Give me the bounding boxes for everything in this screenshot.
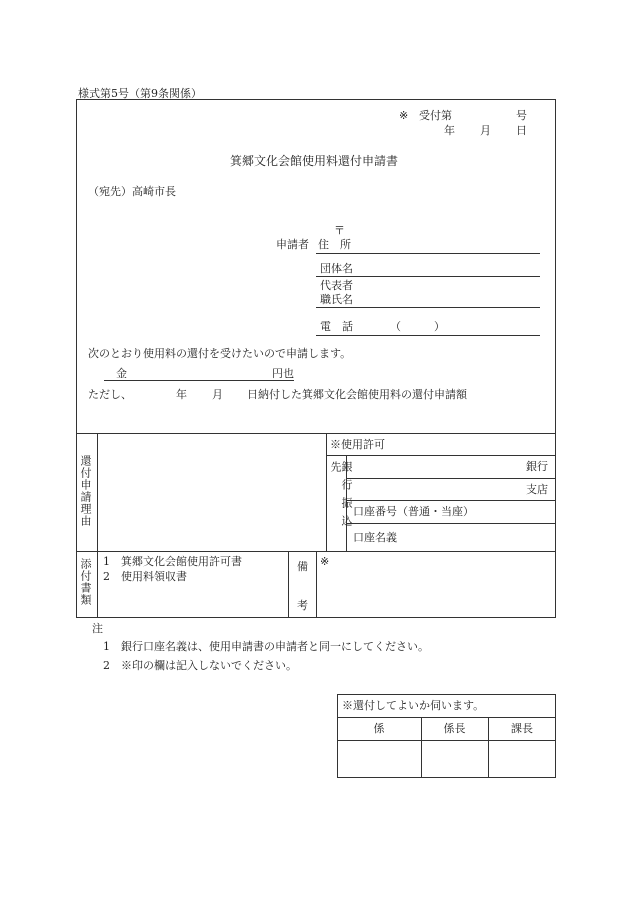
rep-line (316, 307, 540, 308)
note-item: 2 ※印の欄は記入しないでください。 (103, 659, 297, 672)
account-number-label: 口座番号（普通・当座） (353, 505, 474, 518)
branch-line (346, 500, 556, 501)
phone-label: 電 話 (320, 320, 353, 333)
applicant-label: 申請者 (276, 238, 309, 251)
account-name-label: 口座名義 (353, 531, 397, 544)
receipt-label: 受付第 (419, 109, 452, 122)
account-number-line (346, 523, 556, 524)
receipt-number-unit: 号 (516, 109, 527, 122)
title-name-label: 職氏名 (320, 293, 353, 306)
proviso-text: 日納付した箕郷文化会館使用料の還付申請額 (247, 388, 467, 401)
group-line (316, 276, 540, 277)
bank-suffix: 銀行 (526, 460, 548, 473)
approval-header-line (337, 717, 556, 718)
request-text: 次のとおり使用料の還付を受けたいので申請します。 (88, 347, 352, 360)
branch-suffix: 支店 (526, 483, 548, 496)
attachments-label: 添付書類 (79, 558, 92, 606)
address-line (316, 253, 540, 254)
attachment-item: 2 使用料領収書 (103, 570, 187, 583)
approval-col-chief: 係長 (443, 722, 466, 735)
receipt-mark: ※ (399, 109, 409, 122)
address-label: 住 所 (318, 238, 351, 251)
grid-bank-col-left (326, 433, 327, 551)
amount-suffix: 円也 (272, 367, 294, 380)
note-item: 1 銀行口座名義は、使用申請書の申請者と同一にしてください。 (103, 640, 429, 653)
amount-line (104, 380, 294, 381)
receipt-day: 日 (516, 124, 527, 137)
receipt-year: 年 (444, 124, 455, 137)
approval-col-staff: 係 (373, 722, 385, 735)
reason-label: 還付申請理由 (79, 455, 92, 527)
approval-col-manager: 課長 (511, 722, 533, 735)
bank-label: 銀行振込先 (329, 461, 353, 533)
receipt-month: 月 (480, 124, 491, 137)
approval-header: ※還付してよいか伺います。 (342, 699, 485, 712)
page-title: 箕郷文化会館使用料還付申請書 (230, 154, 399, 168)
remarks-label-bottom: 考 (297, 599, 308, 612)
notes-label: 注 (92, 622, 103, 635)
remarks-mark: ※ (320, 555, 330, 568)
proviso-prefix: ただし、 (88, 388, 132, 401)
permit-line (326, 455, 556, 456)
amount-prefix: 金 (116, 367, 127, 380)
phone-line (316, 335, 540, 336)
attachment-item: 1 箕郷文化会館使用許可書 (103, 555, 242, 568)
grid-label-col (97, 433, 98, 618)
postal-mark: 〒 (334, 224, 345, 237)
grid-top-line (76, 433, 556, 434)
remarks-label-top: 備 (297, 560, 308, 573)
approval-columns-line (337, 740, 556, 741)
phone-paren: （ ） (390, 320, 445, 333)
proviso-month: 月 (212, 388, 223, 401)
rep-label: 代表者 (320, 279, 353, 292)
group-label: 団体名 (320, 262, 353, 275)
remarks-col-right (316, 551, 317, 618)
bank-line (346, 478, 556, 479)
form-number: 様式第5号（第9条関係） (78, 87, 202, 100)
remarks-col-left (288, 551, 289, 618)
proviso-year: 年 (176, 388, 187, 401)
addressee: （宛先）高崎市長 (88, 185, 176, 198)
usage-permit-label: ※使用許可 (330, 438, 385, 451)
